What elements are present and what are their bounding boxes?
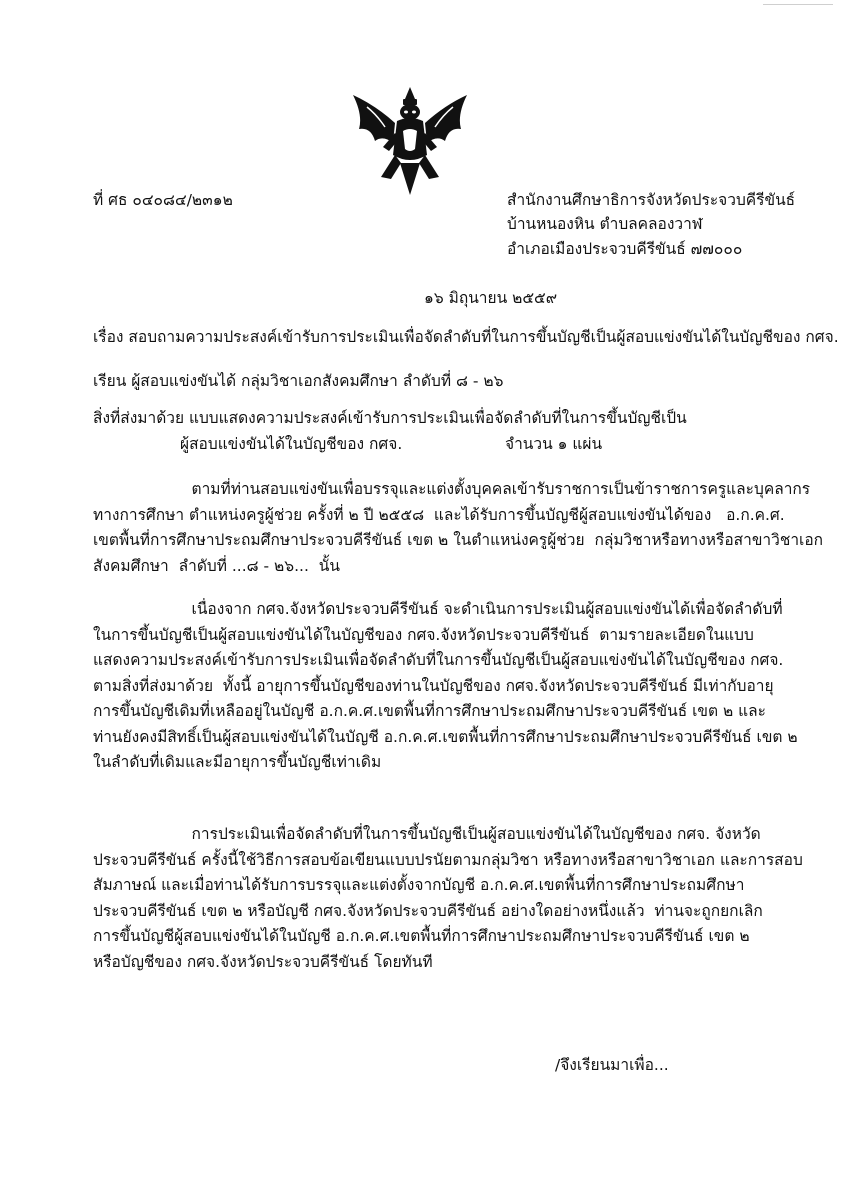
paragraph-line: ตามสิ่งที่ส่งมาด้วย ทั้งนี้ อายุการขึ้นบัญชีของท่านในบัญชีของ กศจ.จังหวัดประจวบคีรีขันธ์ มีเท่ากับอายุ	[93, 676, 774, 695]
paragraph-line: หรือบัญชีของ กศจ.จังหวัดประจวบคีรีขันธ์ โดยทันที	[93, 952, 433, 971]
paragraph-line: การขึ้นบัญชีผู้สอบแข่งขันได้ในบัญชี อ.ก.ค.ศ.เขตพื้นที่การศึกษาประถมศึกษาประจวบคีรีขันธ์ เขต ๒	[93, 927, 750, 945]
paragraph-3	[93, 822, 803, 975]
paragraph-line: สังคมศึกษา ลำดับที่ ...๘ - ๒๖... นั้น	[93, 556, 340, 575]
paragraph-line: ประจวบคีรีขันธ์ ครั้งนี้ใช้วิธีการสอบข้อเขียนแบบปรนัยตามกลุ่มวิชา หรือทางหรือสาขาวิชาเอก และการสอบ	[93, 850, 803, 869]
letter-salutation: เรียน ผู้สอบแข่งขันได้ กลุ่มวิชาเอกสังคมศึกษา ลำดับที่ ๘ - ๒๖	[93, 372, 504, 390]
garuda-emblem-icon	[345, 85, 475, 197]
paragraph-2	[93, 597, 798, 776]
paragraph-line: ท่านยังคงมีสิทธิ์เป็นผู้สอบแข่งขันได้ในบัญชี อ.ก.ค.ศ.เขตพื้นที่การศึกษาประถมศึกษาประจวบคีรีขันธ์ เขต ๒	[93, 727, 798, 746]
letter-date: ๑๖ มิถุนายน ๒๕๕๙	[424, 289, 558, 307]
enclosure-count: จำนวน ๑ แผ่น	[505, 435, 603, 453]
paragraph-line: ทางการศึกษา ตำแหน่งครูผู้ช่วย ครั้งที่ ๒ ปี ๒๕๕๘ และได้รับการขึ้นบัญชีผู้สอบแข่งขันได้ของ อ.ก.ค.ศ.	[93, 505, 785, 524]
paragraph-line: ในลำดับที่เดิมและมีอายุการขึ้นบัญชีเท่าเดิม	[93, 753, 382, 771]
sender-address-line-3: อำเภอเมืองประจวบคีรีขันธ์ ๗๗๐๐๐	[507, 240, 743, 258]
scan-artifact-line	[763, 4, 833, 5]
paragraph-line: ประจวบคีรีขันธ์ เขต ๒ หรือบัญชี กศจ.จังหวัดประจวบคีรีขันธ์ อย่างใดอย่างหนึ่งแล้ว ท่านจะถูกยกเลิก	[93, 901, 763, 920]
enclosure-line-2: ผู้สอบแข่งขันได้ในบัญชีของ กศจ.	[180, 435, 403, 453]
paragraph-line: การประเมินเพื่อจัดลำดับที่ในการขึ้นบัญชีเป็นผู้สอบแข่งขันได้ในบัญชีของ กศจ. จังหวัด	[93, 825, 761, 843]
sender-address-line-2: บ้านหนองหิน ตำบลคลองวาฬ	[507, 215, 703, 233]
enclosure-line-1: สิ่งที่ส่งมาด้วย แบบแสดงความประสงค์เข้ารับการประเมินเพื่อจัดลำดับที่ในการขึ้นบัญชีเป็น	[93, 409, 687, 427]
closing-continuation: /จึงเรียนมาเพื่อ...	[555, 1056, 669, 1074]
paragraph-1	[93, 477, 824, 579]
paragraph-line: สัมภาษณ์ และเมื่อท่านได้รับการบรรจุและแต่งตั้งจากบัญชี อ.ก.ค.ศ.เขตพื้นที่การศึกษาประถมศึกษา	[93, 876, 745, 894]
reference-number: ที่ ศธ ๐๔๐๘๔/๒๓๑๒	[93, 191, 233, 209]
paragraph-line: ในการขึ้นบัญชีเป็นผู้สอบแข่งขันได้ในบัญชีของ กศจ.จังหวัดประจวบคีรีขันธ์ ตามรายละเอียดในแบบ	[93, 625, 754, 644]
paragraph-line: เนื่องจาก กศจ.จังหวัดประจวบคีรีขันธ์ จะดำเนินการประเมินผู้สอบแข่งขันได้เพื่อจัดลำดับที่	[93, 600, 783, 618]
letter-subject: เรื่อง สอบถามความประสงค์เข้ารับการประเมินเพื่อจัดลำดับที่ในการขึ้นบัญชีเป็นผู้สอบแข่งขันได้ในบัญชีของ กศจ.	[93, 328, 839, 346]
sender-address-line-1: สำนักงานศึกษาธิการจังหวัดประจวบคีรีขันธ์	[507, 191, 796, 209]
paragraph-line: การขึ้นบัญชีเดิมที่เหลืออยู่ในบัญชี อ.ก.ค.ศ.เขตพื้นที่การศึกษาประถมศึกษาประจวบคีรีขันธ์ เขต ๒ และ	[93, 702, 766, 720]
paragraph-line: แสดงความประสงค์เข้ารับการประเมินเพื่อจัดลำดับที่ในการขึ้นบัญชีเป็นผู้สอบแข่งขันได้ในบัญชีของ กศจ.	[93, 651, 784, 669]
paragraph-line: เขตพื้นที่การศึกษาประถมศึกษาประจวบคีรีขันธ์ เขต ๒ ในตำแหน่งครูผู้ช่วย กลุ่มวิชาหรือทางหรือสาขาวิชาเอก	[93, 531, 824, 549]
paragraph-line: ตามที่ท่านสอบแข่งขันเพื่อบรรจุและแต่งตั้งบุคคลเข้ารับราชการเป็นข้าราชการครูและบุคลากร	[93, 480, 811, 498]
